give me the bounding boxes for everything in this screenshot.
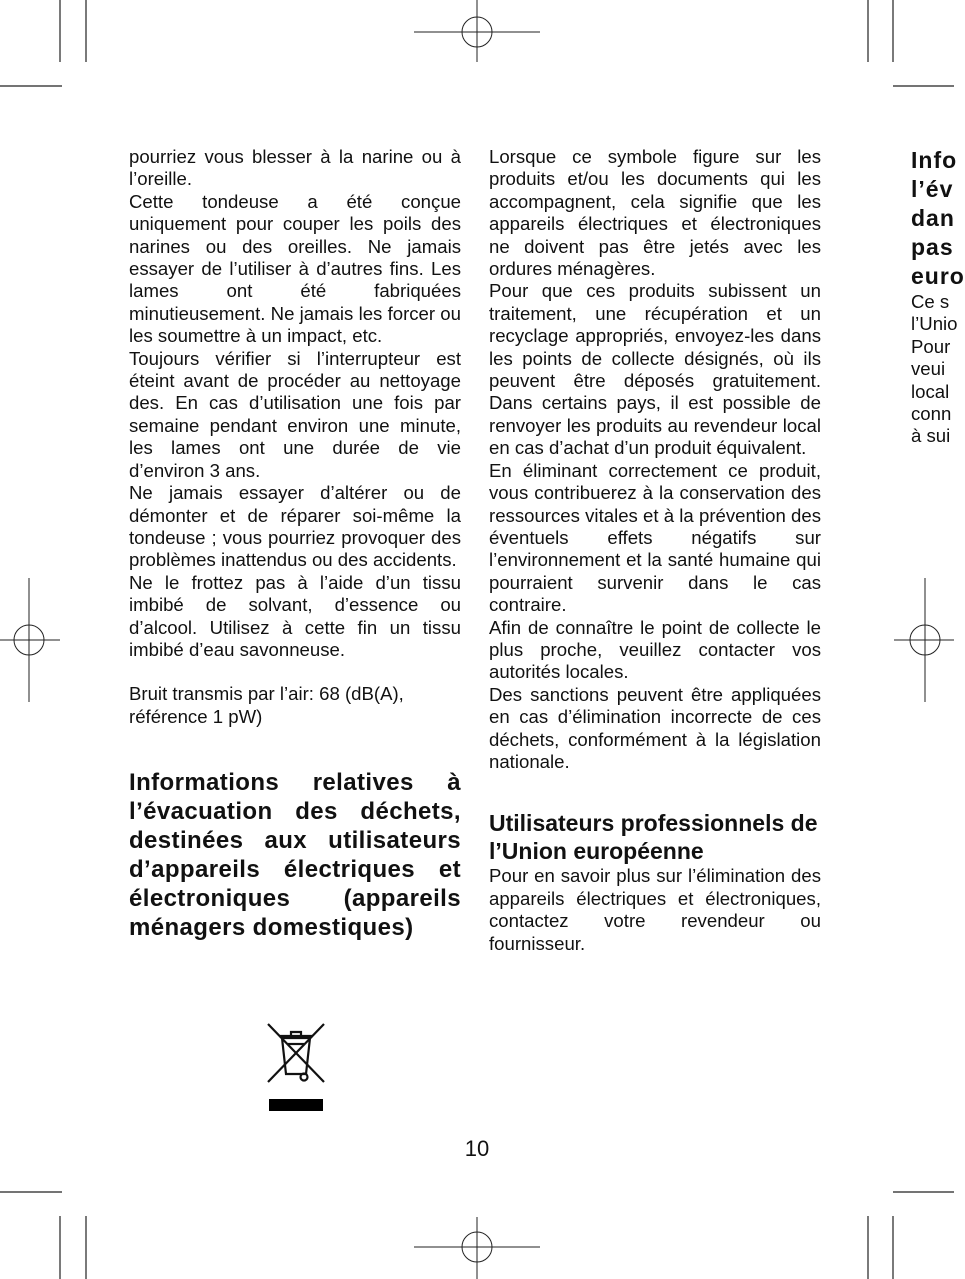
paragraph: Afin de connaître le point de collecte le plus proche, veuillez contacter vos autorités locales. xyxy=(489,616,821,683)
paragraph: En éliminant correctement ce produit, vous contribuerez à la conservation des ressources vitales et à la prévention des éventuels effets négatifs sur l’environnement et la santé humaine qui pourraient survenir dans le cas contraire. xyxy=(489,459,821,616)
clipped-text-line: Pour xyxy=(911,335,951,357)
clipped-text-line: Ce s xyxy=(911,291,950,312)
clipped-text-line: veui xyxy=(911,358,946,380)
paragraph: Pour que ces produits subissent un traitement, une récupération et un recyclage appropriés, envoyez-les dans les points de collecte désignés, où ils peuvent être déposés gratuitement. Dans certains pays, il est possible de renvoyer les produits au revendeur local en cas d’achat d’un produit équivalent. xyxy=(489,280,821,459)
paragraph: pourriez vous blesser à la narine ou à l’oreille. xyxy=(129,146,461,190)
page-number: 10 xyxy=(464,1136,490,1161)
clipped-heading-line: dan xyxy=(911,205,955,231)
disposal-heading: Informations relatives à l’évacuation des déchets, destinées aux utilisateurs d’appareils électriques et électroniques (appareils ménagers domestiques) xyxy=(129,769,461,942)
right-clipped-column xyxy=(911,146,965,448)
registration-mark-bottom xyxy=(414,1217,540,1279)
paragraph: Des sanctions peuvent être appliquées en cas d’élimination incorrecte de ces déchets, conformément à la législation nationale. xyxy=(489,683,821,772)
clipped-text-line: conn xyxy=(911,403,952,425)
clipped-text-line: local xyxy=(911,380,950,402)
clipped-heading-line: euro xyxy=(911,263,965,289)
crossed-out-wheelie-bin-icon xyxy=(264,1020,328,1112)
professional-users-heading: Utilisateurs professionnels de l’Union européenne xyxy=(489,810,818,865)
paragraph: Lorsque ce symbole figure sur les produits et/ou les documents qui les accompagnent, cela signifie que les appareils électriques et électroniques ne doivent pas être jetés avec les ordures ménagères. xyxy=(489,146,821,280)
clipped-text-line: à sui xyxy=(911,425,951,447)
clipped-heading-line: Info xyxy=(911,147,958,173)
paragraph: Pour en savoir plus sur l’élimination des appareils électriques et électroniques, contactez votre revendeur ou fournisseur. xyxy=(489,865,821,954)
registration-mark-right xyxy=(894,578,954,702)
middle-column xyxy=(489,146,821,955)
paragraph: Toujours vérifier si l’interrupteur est éteint avant de procéder au nettoyage des. En cas d’utilisation une fois par semaine pendant environ une minute, les lames ont une durée de vie d’environ 3 ans. xyxy=(129,347,461,481)
clipped-heading-line: l’év xyxy=(911,176,954,202)
paragraph: Ne le frottez pas à l’aide d’un tissu imbibé de solvant, d’essence ou d’alcool. Utilisez à cette fin un tissu imbibé d’eau savonneuse. xyxy=(129,571,461,660)
clipped-heading-line: pas xyxy=(911,234,954,260)
clipped-text-line: l’Unio xyxy=(911,313,958,335)
registration-mark-left xyxy=(0,578,60,702)
paragraph: Ne jamais essayer d’altérer ou de démonter et de réparer soi-même la tondeuse ; vous pourriez provoquer des problèmes inattendus ou des accidents. xyxy=(129,482,461,571)
left-column xyxy=(129,146,461,942)
noise-specification: Bruit transmis par l’air: 68 (dB(A), référence 1 pW) xyxy=(129,683,404,727)
registration-mark-top xyxy=(414,0,540,62)
paragraph: Cette tondeuse a été conçue uniquement pour couper les poils des narines ou des oreilles. Ne jamais essayer de l’utiliser à d’autres fins. Les lames ont été fabriquées minutieusement. Ne jamais les forcer ou les soumettre à un impact, etc. xyxy=(129,190,461,347)
